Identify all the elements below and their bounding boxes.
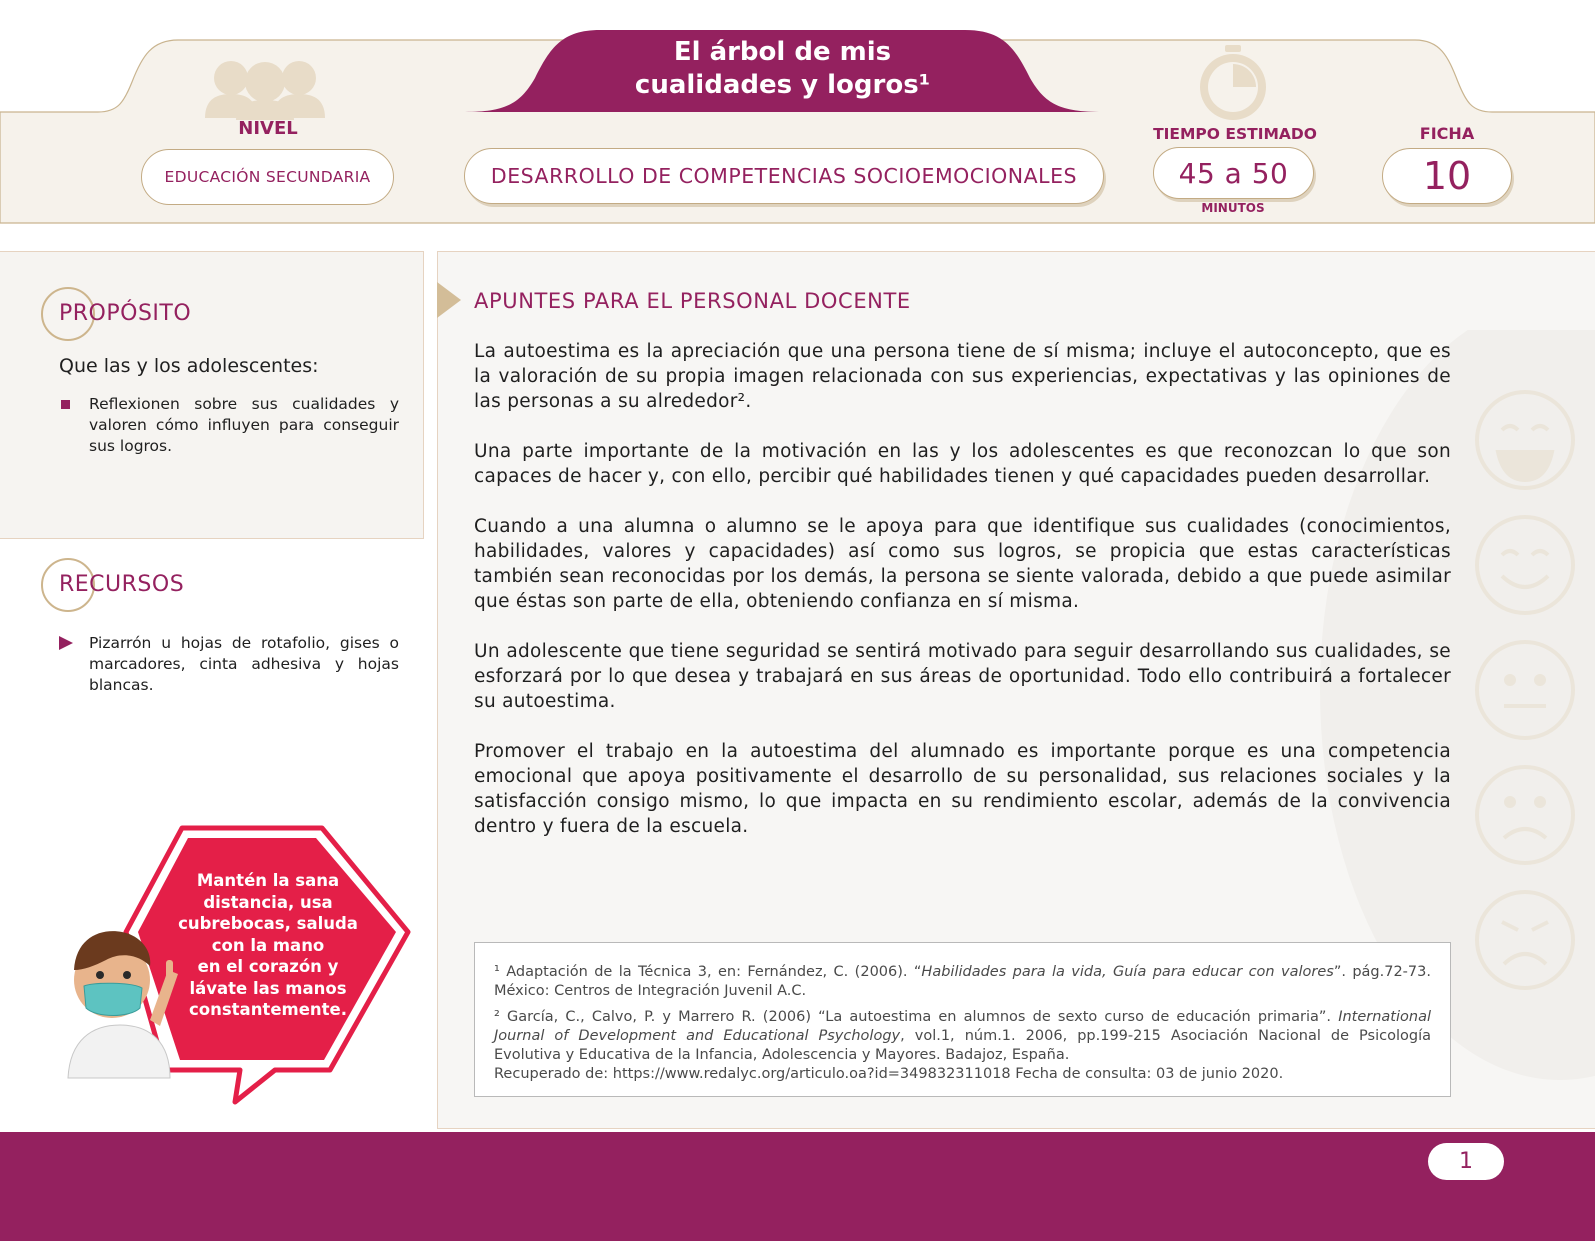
apuntes-paragraph: Una parte importante de la motivación en las y los adolescentes es que reconozcan lo que son capaces de hacer y, con ello, percibir qué habilidades tienen y qué capacidades pueden desarrollar. — [474, 441, 1451, 487]
title-line-1: El árbol de mis — [673, 37, 892, 67]
proposito-title: PROPÓSITO — [59, 301, 192, 326]
apuntes-title: APUNTES PARA EL PERSONAL DOCENTE — [474, 289, 911, 313]
footnote-2-text: ² García, C., Calvo, P. y Marrero R. (2006) “La autoestima en alumnos de sexto curso de educación primaria”. — [494, 1009, 1339, 1025]
health-line: con la mano — [211, 935, 325, 955]
ficha-value: 10 — [1422, 154, 1472, 198]
apuntes-paragraph: Cuando a una alumna o alumno se le apoya para que identifique sus cualidades (conocimientos, habilidades, valores y capacidades) así como sus logros, se propicia que estas características también sean reconocidas por los demás, la persona se siente valorada, debido a que puede asimilar que éstas son parte de ella, obteniendo confianza en sí misma. — [474, 516, 1451, 612]
footnote-1-title: Habilidades para la vida, Guía para educar con valores — [921, 964, 1334, 980]
health-line: distancia, usa — [203, 892, 333, 912]
footnote-1 — [494, 963, 1431, 1001]
footnote-2-source: , vol.1, núm.1. 2006, pp.199-215 Asociación Nacional de Psicología Evolutiva y Educativa de la Infancia, Adolescencia y Mayores. Badajoz, España. — [494, 1028, 1431, 1063]
tiempo-label: TIEMPO ESTIMADO — [1153, 125, 1317, 143]
footnote-1-source: ”. pág.72-73. México: Centros de Integración Juvenil A.C. — [494, 964, 1431, 999]
health-line: cubrebocas, saluda — [178, 914, 358, 933]
apuntes-paragraph: Un adolescente que tiene seguridad se sentirá motivado para seguir desarrollando sus cualidades, se esforzará por lo que desea y trabajará en sus áreas de oportunidad. Todo ello contribuirá a fortalecer su autoestima. — [474, 641, 1451, 712]
tiempo-unit: MINUTOS — [1201, 201, 1265, 215]
footnote-2-journal: International Journal of Development and Educational Psychology — [494, 1009, 1431, 1044]
recursos-title: RECURSOS — [59, 572, 185, 597]
page-title — [530, 36, 1035, 102]
ficha-label: FICHA — [1419, 124, 1475, 143]
apuntes-arrow-icon — [437, 282, 461, 318]
tiempo-value: 45 a 50 — [1178, 156, 1289, 190]
triangle-bullet-icon — [59, 636, 73, 650]
nivel-value-pill — [141, 149, 394, 205]
tiempo-pill — [1153, 147, 1314, 199]
proposito-item: Reflexionen sobre sus cualidades y valoren cómo influyen para conseguir sus logros. — [89, 395, 399, 455]
page-number-value: 1 — [1459, 1149, 1473, 1174]
title-line-2: cualidades y logros¹ — [634, 70, 931, 100]
group-people-icon — [205, 61, 325, 120]
health-line: constantemente. — [188, 1000, 347, 1019]
proposito-lead: Que las y los adolescentes: — [59, 355, 319, 377]
nivel-value: EDUCACIÓN SECUNDARIA — [164, 168, 371, 186]
health-message — [162, 870, 374, 1021]
apuntes-paragraph: Promover el trabajo en la autoestima del alumnado es importante porque es una competencia emocional que apoya positivamente el desarrollo de su personalidad, sus relaciones sociales y la satisfacción consigo mismo, lo que impacta en su rendimiento escolar, además de la convivencia dentro y fuera de la escuela. — [474, 741, 1451, 837]
footnote-2 — [494, 1008, 1431, 1065]
footnotes-box — [474, 942, 1451, 1097]
page-number — [1428, 1143, 1504, 1180]
health-line: en el corazón y — [197, 957, 339, 976]
footer-bar — [0, 1132, 1595, 1241]
square-bullet-icon — [61, 400, 70, 409]
health-line: lávate las manos — [189, 978, 347, 998]
area-value: DESARROLLO DE COMPETENCIAS SOCIOEMOCIONALES — [490, 164, 1078, 188]
apuntes-paragraph: La autoestima es la apreciación que una persona tiene de sí misma; incluye el autoconcepto, que es la valoración de su propia imagen relacionada con sus experiencias, expectativas y las opiniones de las personas a su alrededor². — [474, 341, 1451, 412]
apuntes-body — [474, 339, 1451, 864]
nivel-label: NIVEL — [238, 118, 298, 139]
recursos-item: Pizarrón u hojas de rotafolio, gises o marcadores, cinta adhesiva y hojas blancas. — [89, 634, 399, 694]
footnote-1-text: ¹ Adaptación de la Técnica 3, en: Fernández, C. (2006). “ — [494, 964, 922, 980]
ficha-pill — [1382, 148, 1512, 204]
footnote-2-retrieved: Recuperado de: https://www.redalyc.org/articulo.oa?id=349832311018 Fecha de consulta: 03 de junio 2020. — [494, 1066, 1284, 1082]
area-pill — [464, 148, 1104, 204]
health-line: Mantén la sana — [196, 871, 340, 890]
